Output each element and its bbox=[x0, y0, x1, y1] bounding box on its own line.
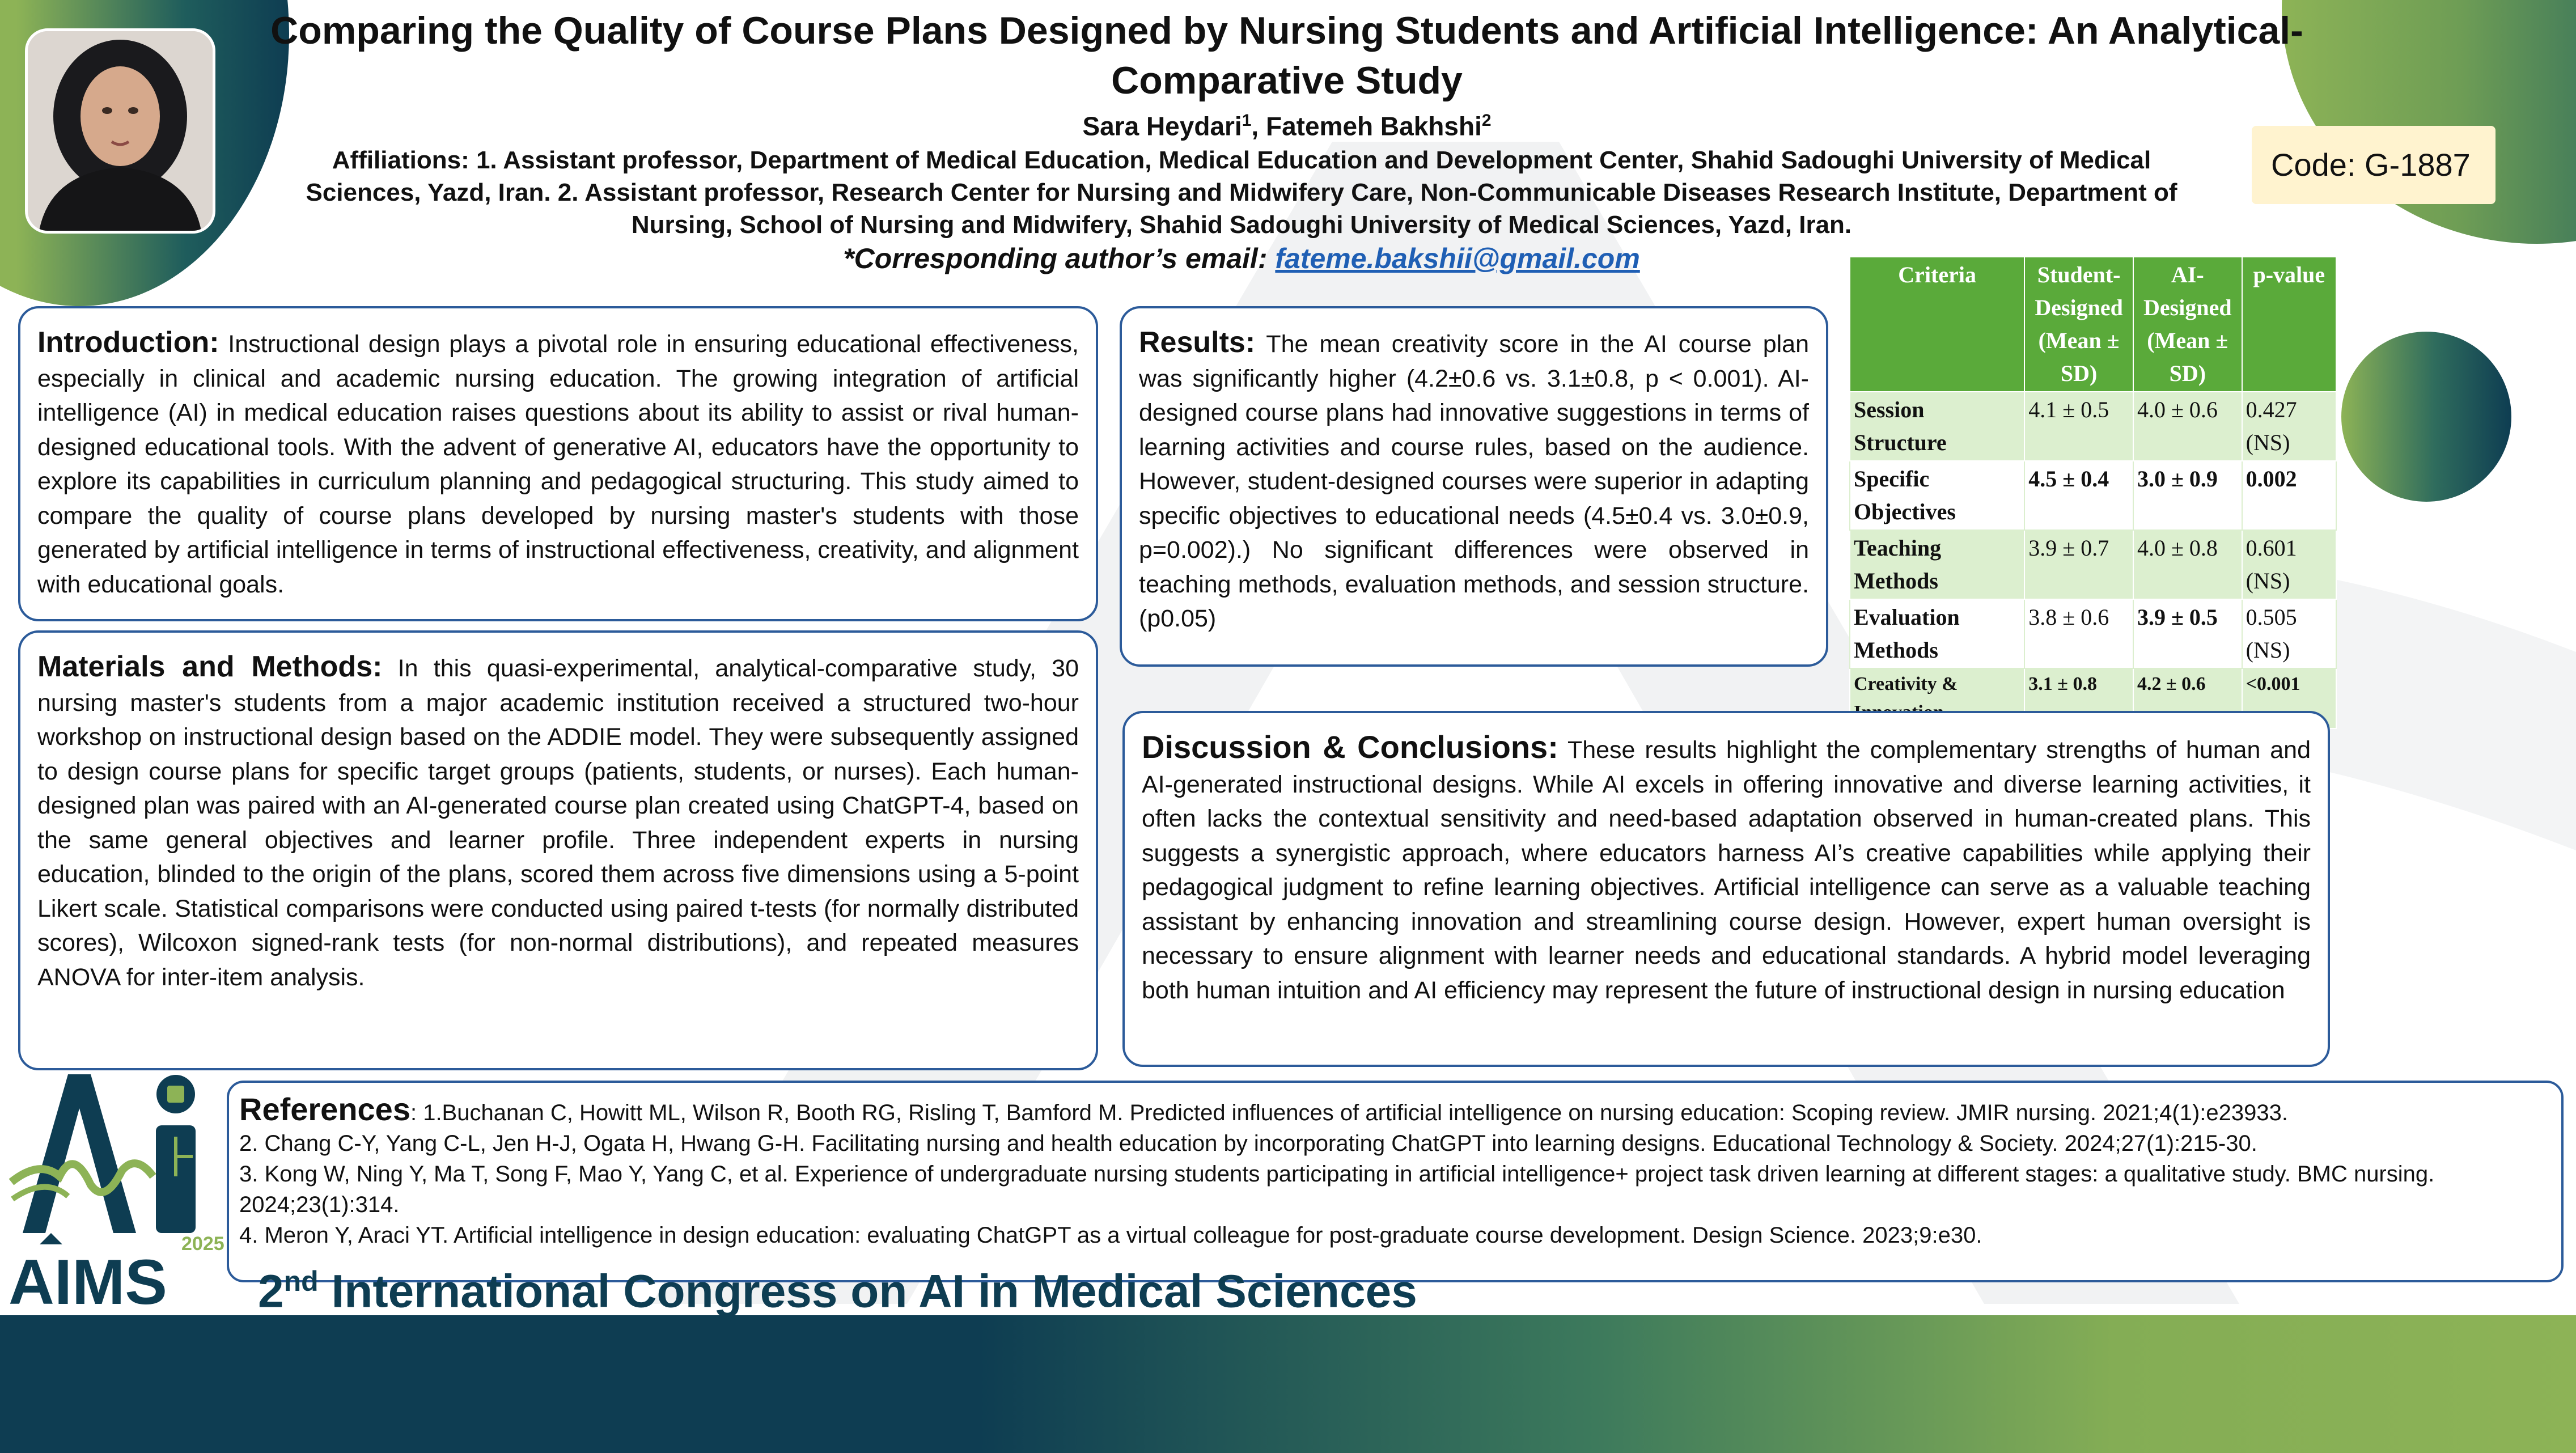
table-header-criteria: Criteria bbox=[1850, 257, 2024, 392]
table-cell-student: 3.9 ± 0.7 bbox=[2024, 530, 2133, 599]
discussion-section bbox=[1122, 711, 2330, 1067]
table-cell-criteria: Specific Objectives bbox=[1850, 461, 2024, 530]
table-cell-ai: 4.2 ± 0.6 bbox=[2133, 668, 2242, 728]
reference-item: 2. Chang C-Y, Yang C-L, Jen H-J, Ogata H, Hwang G-H. Facilitating nursing and health education by incorporating ChatGPT into learning designs. Educational Technology & Society. 2024;27(1):215-30. bbox=[239, 1131, 2257, 1156]
reference-item bbox=[239, 1091, 2551, 1128]
table-cell-ai: 3.9 ± 0.5 bbox=[2133, 599, 2242, 668]
table-cell-criteria: Teaching Methods bbox=[1850, 530, 2024, 599]
table-cell-criteria: Creativity & bbox=[1850, 668, 2024, 728]
author-1-affil: 1 bbox=[1242, 111, 1252, 130]
methods-section bbox=[18, 630, 1098, 1070]
results-heading: Results: bbox=[1139, 326, 1256, 359]
table-header-row bbox=[1850, 257, 2336, 392]
congress-ordinal-suffix: nd bbox=[283, 1265, 319, 1297]
table-row bbox=[1850, 530, 2336, 599]
table-cell-pvalue: 0.427 (NS) bbox=[2242, 392, 2336, 461]
table-header-pvalue: p-value bbox=[2242, 257, 2336, 392]
table-header-ai: AI-Designed (Mean ± SD) bbox=[2133, 257, 2242, 392]
discussion-heading: Discussion & Conclusions: bbox=[1142, 729, 1558, 765]
table-cell-pvalue: 0.002 bbox=[2242, 461, 2336, 530]
introduction-section bbox=[18, 306, 1098, 621]
decorative-circle-small bbox=[2341, 332, 2511, 502]
table-cell-student: 3.1 ± 0.8 bbox=[2024, 668, 2133, 728]
congress-ordinal: 2 bbox=[258, 1265, 284, 1318]
logo-brand-text: AIMS bbox=[9, 1247, 167, 1318]
author-photo bbox=[25, 28, 215, 234]
results-section bbox=[1120, 306, 1828, 667]
poster-title: Comparing the Quality of Course Plans Designed by Nursing Students and Artificial Intelligence: An Analytical-Comparative Study bbox=[270, 9, 2303, 102]
author-2-affil: 2 bbox=[1481, 111, 1492, 130]
introduction-text: Instructional design plays a pivotal role in ensuring educational effectiveness, especially in clinical and academic nursing education. The growing integration of artificial intelligence (AI) in medical education raises questions about its ability to assist or rival human-designed educational tools. With the advent of generative AI, educators have the opportunity to explore its capabilities in curriculum planning and pedagogical structuring. This study aimed to compare the quality of course plans developed by nursing master's students with those generated by artificial intelligence in terms of instructional effectiveness, creativity, and alignment with educational goals. bbox=[37, 331, 1079, 598]
results-text: The mean creativity score in the AI course plan was significantly higher (4.2±0.6 vs. 3.1±0.8, p < 0.001). AI-designed course plans had innovative suggestions in terms of learning activities and course rules, based on the audience. However, student-designed courses were superior in adapting specific objectives to educational needs (4.5±0.4 vs. 3.0±0.9, p=0.002).) No significant differences were observed in teaching methods, evaluation methods, and session structure. (p0.05) bbox=[1139, 331, 1809, 632]
table-cell-pvalue: <0.001 bbox=[2242, 668, 2336, 728]
table-cell-criteria: Evaluation Methods bbox=[1850, 599, 2024, 668]
author-separator: , bbox=[1251, 111, 1266, 141]
author-1: Sara Heydari bbox=[1082, 111, 1242, 141]
reference-text: : 1.Buchanan C, Howitt ML, Wilson R, Booth RG, Risling T, Bamford M. Predicted influences of artificial intelligence on nursing education: Scoping review. JMIR nursing. 2021;4(1):e23933. bbox=[410, 1100, 2288, 1125]
results-table bbox=[1849, 256, 2337, 729]
poster-code-badge: Code: G-1887 bbox=[2252, 126, 2496, 204]
congress-title: International Congress on AI in Medical Sciences bbox=[318, 1265, 1417, 1318]
email-link[interactable]: fateme.bakshii@gmail.com bbox=[1275, 243, 1640, 274]
table-cell-criteria: Session Structure bbox=[1850, 392, 2024, 461]
introduction-heading: Introduction: bbox=[37, 326, 219, 359]
table-header-student: Student-Designed (Mean ± SD) bbox=[2024, 257, 2133, 392]
congress-name bbox=[258, 1250, 1417, 1323]
email-label: *Corresponding author’s email: bbox=[843, 243, 1276, 274]
logo-year-text: 2025 bbox=[181, 1233, 224, 1255]
reference-item: 3. Kong W, Ning Y, Ma T, Song F, Mao Y, Yang C, et al. Experience of undergraduate nursing students participating in artificial intelligence+ project task driven learning at different stages: a qualitative study. BMC nursing. 2024;23(1):314. bbox=[239, 1162, 2435, 1217]
table-cell-student: 3.8 ± 0.6 bbox=[2024, 599, 2133, 668]
table-cell-ai: 4.0 ± 0.6 bbox=[2133, 392, 2242, 461]
table-cell-student: 4.1 ± 0.5 bbox=[2024, 392, 2133, 461]
table-cell-student: 4.5 ± 0.4 bbox=[2024, 461, 2133, 530]
table-row bbox=[1850, 599, 2336, 668]
table-row bbox=[1850, 461, 2336, 530]
author-2: Fatemeh Bakhshi bbox=[1265, 111, 1482, 141]
footer-band bbox=[0, 1315, 2576, 1453]
discussion-text: These results highlight the complementary strengths of human and AI-generated instructional designs. While AI excels in offering innovative and diverse learning activities, it often lacks the contextual sensitivity and need-based adaptation observed in human-created plans. This suggests a synergistic approach, where educators harness AI’s creative capabilities while applying their pedagogical judgment to refine learning objectives. Artificial intelligence can serve as a valuable teaching assistant by enhancing innovation and streamlining course design. However, expert human oversight is necessary to ensure alignment with learner needs and educational standards. A hybrid model leveraging both human intuition and AI efficiency may represent the future of instructional design in nursing education bbox=[1142, 736, 2311, 1004]
references-heading: References bbox=[239, 1091, 410, 1127]
affiliations: Affiliations: 1. Assistant professor, Department of Medical Education, Medical Education and Development Center, Shahid Sadoughi University of Medical Sciences, Yazd, Iran. 2. Assistant professor, Research Center for Nursing and Midwifery Care, Non-Communicable Diseases Research Institute, Department of Nursing, School of Nursing and Midwifery, Shahid Sadoughi University of Medical Sciences, Yazd, Iran. bbox=[306, 146, 2177, 239]
table-cell-ai: 4.0 ± 0.8 bbox=[2133, 530, 2242, 599]
methods-text: In this quasi-experimental, analytical-comparative study, 30 nursing master's students from a major academic institution received a structured two-hour workshop on instructional design based on the ADDIE model. They were subsequently assigned to design course plans for specific target groups (patients, students, or nurses). Each human-designed plan was paired with an AI-generated course plan created using ChatGPT-4, based on the same general objectives and learner profile. Three independent experts in nursing education, blinded to the origin of the plans, scored them across five dimensions using a 5-point Likert scale. Statistical comparisons were conducted using paired t-tests (for normally distributed scores), Wilcoxon signed-rank tests (for non-normal distributions), and repeated measures ANOVA for inter-item analysis. bbox=[37, 655, 1079, 991]
authors bbox=[238, 105, 2336, 142]
table-cell-ai: 3.0 ± 0.9 bbox=[2133, 461, 2242, 530]
table-row bbox=[1850, 392, 2336, 461]
methods-heading: Materials and Methods: bbox=[37, 650, 383, 683]
reference-item: 4. Meron Y, Araci YT. Artificial intelligence in design education: evaluating ChatGPT as a virtual colleague for post-graduate course development. Design Science. 2023;9:e30. bbox=[239, 1223, 1982, 1248]
table-cell-pvalue: 0.601 (NS) bbox=[2242, 530, 2336, 599]
table-cell-pvalue: 0.505 (NS) bbox=[2242, 599, 2336, 668]
aims-logo bbox=[6, 1063, 232, 1318]
